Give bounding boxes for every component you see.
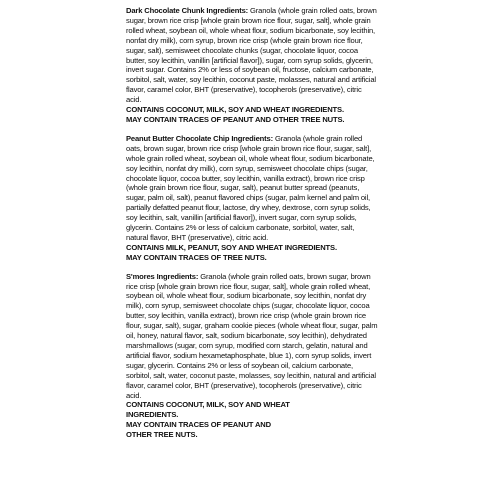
ingredients-paragraph bbox=[126, 272, 378, 401]
section-heading: S'mores Ingredients: bbox=[126, 271, 199, 281]
contains-allergens: CONTAINS MILK, PEANUT, SOY AND WHEAT INGREDIENTS. bbox=[126, 242, 337, 252]
section-heading: Peanut Butter Chocolate Chip Ingredients: bbox=[126, 133, 274, 143]
ingredients-text: Granola (whole grain rolled oats, brown sugar, brown rice crisp [whole grain brown rice flour, sugar, salt], whole grain rolled wheat, soybean oil, whole wheat flour, sodium bicarbonate, soy lecithin, nonfat dry milk), corn syrup, semisweet chocolate chips (sugar, chocolate liquor, cocoa butter, soy lecithin, vanilla extract), brown rice crisp (whole grain brown rice flour, sugar, salt), peanut butter spread (peanuts, sugar, palm oil, salt), peanut flavored chips (sugar, palm kernel and palm oil, partially defatted peanut flour, lactose, dry whey, dextrose, corn syrup solids, soy lecithin, salt, vanillin [artificial flavor]), invert sugar, corn syrup solids, glycerin. Contains 2% or less of calcium carbonate, sorbitol, water, salt, natural flavor, BHT (preservative), citric acid. bbox=[126, 133, 375, 242]
smores-section bbox=[126, 272, 378, 440]
peanut-butter-chocolate-chip-section bbox=[126, 134, 378, 263]
may-contain-traces: MAY CONTAIN TRACES OF PEANUT AND OTHER TREE NUTS. bbox=[126, 114, 345, 124]
ingredients-text: Granola (whole grain rolled oats, brown sugar, brown rice crisp [whole grain brown rice flour, sugar, salt], whole grain rolled wheat, soybean oil, whole wheat flour, sodium bicarbonate, soy lecithin, nonfat dry milk), corn syrup, semisweet chocolate chips (sugar, chocolate liquor, cocoa butter, soy lecithin, vanilla extract), brown rice crisp (whole grain brown rice flour, sugar, salt), sugar, graham cookie pieces (whole wheat flour, sugar, palm oil, honey, natural flavor, salt, sodium bicarbonate, soy lecithin), dehydrated marshmallows (sugar, corn syrup, modified corn starch, gelatin, natural and artificial flavor, sodium hexametaphosphate, blue 1), corn syrup solids, invert sugar, glycerin. Contains 2% or less of soybean oil, calcium carbonate, sorbitol, salt, water, coconut paste, molasses, soy lecithin, natural and artificial flavor, caramel color, BHT (preservative), tocopherols (preservative), citric acid. bbox=[126, 271, 378, 400]
dark-chocolate-chunk-section bbox=[126, 6, 378, 125]
ingredients-paragraph bbox=[126, 134, 378, 243]
ingredients-label bbox=[126, 6, 378, 440]
may-contain-traces: MAY CONTAIN TRACES OF TREE NUTS. bbox=[126, 252, 267, 262]
may-contain-traces: MAY CONTAIN TRACES OF PEANUT AND OTHER TREE NUTS. bbox=[126, 420, 271, 440]
contains-allergens: CONTAINS COCONUT, MILK, SOY AND WHEAT INGREDIENTS. bbox=[126, 105, 344, 115]
section-heading: Dark Chocolate Chunk Ingredients: bbox=[126, 6, 249, 15]
ingredients-paragraph bbox=[126, 6, 378, 105]
contains-allergens: CONTAINS COCONUT, MILK, SOY AND WHEAT INGREDIENTS. bbox=[126, 400, 290, 420]
ingredients-text: Granola (whole grain rolled oats, brown sugar, brown rice crisp [whole grain brown rice flour, sugar, salt], whole grain rolled wheat, soybean oil, whole wheat flour, sodium bicarbonate, soy lecithin, nonfat dry milk), corn syrup, brown rice crisp (whole grain brown rice flour, sugar, salt), semisweet chocolate chunks (sugar, chocolate liquor, cocoa butter, soy lecithin, vanillin [artificial flavor]), sugar, corn syrup solids, glycerin, invert sugar. Contains 2% or less of soybean oil, fructose, calcium carbonate, sorbitol, salt, water, soy lecithin, coconut paste, molasses, natural and artificial flavor, caramel color, BHT (preservative), tocopherols (preservative), citric acid. bbox=[126, 6, 377, 105]
